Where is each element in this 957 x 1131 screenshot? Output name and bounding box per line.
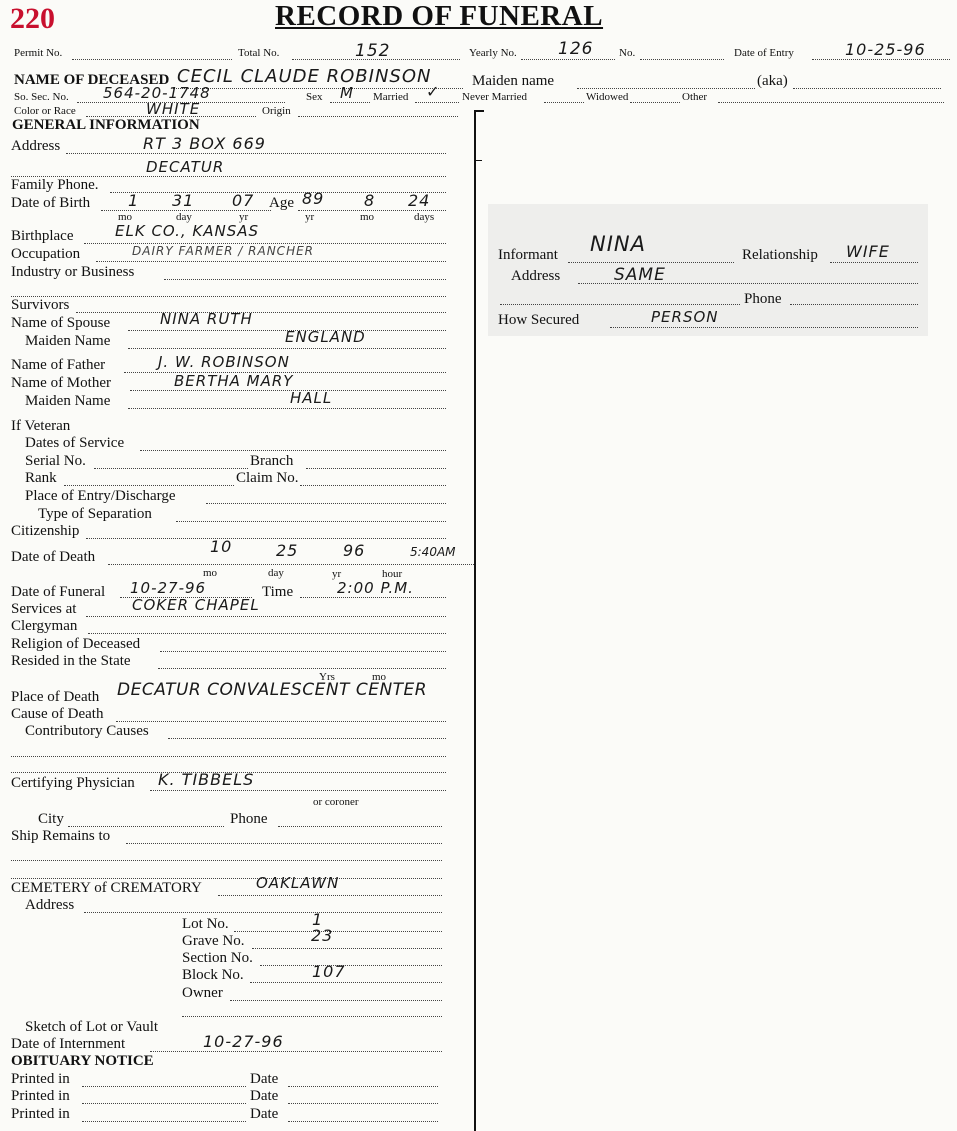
entry-discharge-label: Place of Entry/Discharge — [25, 488, 176, 504]
age-sub-mo: mo — [360, 211, 375, 223]
informant-label: Informant — [498, 247, 558, 263]
informant-value: NINA — [590, 232, 646, 256]
industry-line-2 — [11, 296, 446, 297]
citizenship-line — [86, 538, 446, 539]
sex-value: M — [340, 84, 354, 102]
permit-line — [72, 59, 232, 60]
mother-maiden-line — [128, 408, 446, 409]
ship-remains-line-2 — [11, 860, 442, 861]
yearly-line — [521, 59, 615, 60]
married-value: ✓ — [426, 82, 441, 101]
mother-value: BERTHA MARY — [174, 372, 294, 390]
maiden-name-line — [577, 88, 755, 89]
printed-date-line-3 — [288, 1121, 438, 1122]
general-heading: GENERAL INFORMATION — [12, 117, 200, 133]
age-label: Age — [269, 195, 294, 211]
no-line — [640, 59, 724, 60]
total-value: 152 — [355, 41, 391, 61]
place-of-death-label: Place of Death — [11, 689, 100, 705]
survivors-label: Survivors — [11, 297, 70, 313]
dod-time: 5:40AM — [410, 545, 456, 559]
survivors-line — [76, 312, 446, 313]
permit-label: Permit No. — [14, 47, 63, 59]
ship-remains-line — [126, 843, 442, 844]
ship-remains-line-3 — [11, 878, 442, 879]
entry-value: 10-25-96 — [845, 40, 926, 59]
funeral-sub-hour: hour — [382, 568, 403, 580]
internment-label: Date of Internment — [11, 1036, 126, 1052]
never-married-label: Never Married — [462, 91, 528, 103]
ship-remains-label: Ship Remains to — [11, 828, 111, 844]
funeral-date-value: 10-27-96 — [130, 579, 207, 597]
deceased-name-line — [173, 88, 463, 89]
column-divider — [474, 110, 476, 1131]
dod-yr: 96 — [343, 541, 366, 560]
owner-line-2 — [182, 1016, 442, 1017]
ssn-label: So. Sec. No. — [14, 91, 69, 103]
religion-line — [160, 651, 446, 652]
address-label: Address — [11, 138, 61, 154]
lot-label: Lot No. — [182, 916, 229, 932]
funeral-sub-mo: mo — [203, 567, 218, 579]
dod-mo: 10 — [210, 537, 233, 556]
relationship-value: WIFE — [846, 242, 890, 261]
coroner-label: or coroner — [313, 796, 359, 808]
claim-line — [300, 485, 446, 486]
dod-label: Date of Death — [11, 549, 96, 565]
divider-tick — [474, 160, 482, 161]
sex-line — [330, 102, 370, 103]
sketch-label: Sketch of Lot or Vault — [25, 1019, 159, 1035]
origin-line — [298, 116, 458, 117]
separation-label: Type of Separation — [38, 506, 152, 522]
informant-line — [568, 262, 734, 263]
ssn-value: 564-20-1748 — [103, 84, 211, 102]
deceased-name-value: CECIL CLAUDE ROBINSON — [177, 66, 432, 87]
dob-sub-day: day — [176, 211, 192, 223]
age-days: 24 — [408, 191, 431, 210]
city-phone-line — [278, 826, 442, 827]
yearly-label: Yearly No. — [469, 47, 517, 59]
printed-date-line-2 — [288, 1103, 438, 1104]
resided-sub-yrs: Yrs — [319, 671, 335, 683]
age-yr: 89 — [302, 189, 325, 208]
yearly-value: 126 — [558, 39, 594, 59]
rank-line — [64, 485, 234, 486]
informant-phone-label: Phone — [744, 291, 782, 307]
record-number: 220 — [10, 2, 55, 35]
informant-phone-line — [790, 304, 918, 305]
occupation-line — [96, 261, 446, 262]
other-label: Other — [682, 91, 708, 103]
never-married-line — [544, 102, 584, 103]
printed-in-label-1: Printed in — [11, 1071, 70, 1087]
age-sub-yr: yr — [305, 211, 315, 223]
printed-in-label-3: Printed in — [11, 1106, 70, 1122]
address-value-1: RT 3 BOX 669 — [143, 134, 266, 153]
color-race-label: Color or Race — [14, 105, 76, 117]
printed-date-label-2: Date — [250, 1088, 279, 1104]
printed-date-label-3: Date — [250, 1106, 279, 1122]
family-phone-line — [110, 192, 446, 193]
cause-of-death-label: Cause of Death — [11, 706, 104, 722]
clergyman-line — [88, 633, 446, 634]
spouse-maiden-value: ENGLAND — [285, 328, 366, 346]
section-line — [260, 965, 442, 966]
contributory-label: Contributory Causes — [25, 723, 149, 739]
relationship-label: Relationship — [742, 247, 818, 263]
place-of-death-value: DECATUR CONVALESCENT CENTER — [117, 680, 428, 700]
birthplace-label: Birthplace — [11, 228, 74, 244]
occupation-value: DAIRY FARMER / RANCHER — [132, 244, 315, 258]
how-secured-label: How Secured — [498, 312, 580, 328]
family-phone-label: Family Phone. — [11, 177, 99, 193]
married-label: Married — [373, 91, 409, 103]
services-label: Services at — [11, 601, 77, 617]
divider-cap — [474, 110, 484, 112]
services-line — [86, 616, 446, 617]
age-sub-days: days — [414, 211, 435, 223]
mother-maiden-value: HALL — [290, 389, 333, 407]
services-value: COKER CHAPEL — [132, 596, 260, 614]
grave-value: 23 — [311, 926, 334, 945]
printed-in-label-2: Printed in — [11, 1088, 70, 1104]
cause-of-death-line — [116, 721, 446, 722]
spouse-value: NINA RUTH — [160, 310, 253, 328]
funeral-time-line — [300, 597, 446, 598]
resided-label: Resided in the State — [11, 653, 131, 669]
grave-line — [252, 948, 442, 949]
widowed-label: Widowed — [586, 91, 629, 103]
separation-line — [176, 521, 446, 522]
industry-line — [164, 279, 446, 280]
dod-day: 25 — [276, 541, 299, 560]
mother-maiden-label: Maiden Name — [25, 393, 111, 409]
branch-label: Branch — [250, 453, 294, 469]
total-label: Total No. — [238, 47, 280, 59]
citizenship-label: Citizenship — [11, 523, 80, 539]
internment-value: 10-27-96 — [203, 1032, 284, 1051]
block-label: Block No. — [182, 967, 244, 983]
maiden-name-label: Maiden name — [472, 73, 555, 89]
address-line — [66, 153, 446, 154]
city-line — [68, 826, 224, 827]
service-dates-label: Dates of Service — [25, 435, 125, 451]
widowed-line — [630, 102, 680, 103]
dod-line — [108, 564, 474, 565]
serial-label: Serial No. — [25, 453, 86, 469]
cemetery-line — [218, 895, 442, 896]
internment-line — [150, 1051, 442, 1052]
mother-line — [130, 390, 446, 391]
branch-line — [306, 468, 446, 469]
cemetery-address-line — [84, 912, 442, 913]
funeral-sub-yr: yr — [332, 568, 342, 580]
dob-sub-yr: yr — [239, 211, 249, 223]
printed-date-line-1 — [288, 1086, 438, 1087]
aka-line — [793, 88, 941, 89]
how-secured-value: PERSON — [651, 308, 719, 326]
owner-line — [230, 1000, 442, 1001]
resided-line — [158, 668, 446, 669]
claim-label: Claim No. — [236, 470, 299, 486]
printed-in-line-1 — [82, 1086, 246, 1087]
mother-label: Name of Mother — [11, 375, 111, 391]
married-line — [415, 102, 459, 103]
spouse-maiden-line — [128, 348, 446, 349]
physician-label: Certifying Physician — [11, 775, 135, 791]
dob-yr: 07 — [232, 191, 255, 210]
resided-sub-mo: mo — [372, 671, 387, 683]
color-race-value: WHITE — [146, 100, 201, 118]
obituary-heading: OBITUARY NOTICE — [11, 1053, 154, 1069]
funeral-sub-day: day — [268, 567, 284, 579]
entry-discharge-line — [206, 503, 446, 504]
religion-label: Religion of Deceased — [11, 636, 141, 652]
informant-address-label: Address — [511, 268, 561, 284]
aka-label: (aka) — [757, 73, 788, 89]
informant-address-line-2 — [500, 304, 740, 305]
cemetery-address-label: Address — [25, 897, 75, 913]
father-value: J. W. ROBINSON — [158, 353, 290, 371]
veteran-heading: If Veteran — [11, 418, 71, 434]
dob-sub-mo: mo — [118, 211, 133, 223]
lot-value: 1 — [312, 910, 324, 929]
no-label: No. — [619, 47, 636, 59]
father-label: Name of Father — [11, 357, 106, 373]
serial-line — [94, 468, 248, 469]
physician-value: K. TIBBELS — [158, 770, 255, 789]
owner-label: Owner — [182, 985, 223, 1001]
contributory-line-2 — [11, 756, 446, 757]
printed-in-line-3 — [82, 1121, 246, 1122]
age-mo: 8 — [364, 191, 376, 210]
block-value: 107 — [312, 962, 346, 981]
relationship-line — [830, 262, 918, 263]
contributory-line — [168, 738, 446, 739]
spouse-maiden-label: Maiden Name — [25, 333, 111, 349]
funeral-time-label: Time — [262, 584, 294, 600]
deceased-name-label: NAME OF DECEASED — [14, 72, 170, 88]
spouse-label: Name of Spouse — [11, 315, 111, 331]
entry-label: Date of Entry — [734, 47, 794, 59]
section-label: Section No. — [182, 950, 253, 966]
cemetery-label: CEMETERY of CREMATORY — [11, 880, 202, 896]
physician-line — [150, 790, 446, 791]
cemetery-value: OAKLAWN — [256, 874, 340, 892]
entry-line — [812, 59, 950, 60]
informant-address-value: SAME — [614, 265, 666, 285]
origin-label: Origin — [262, 105, 291, 117]
clergyman-label: Clergyman — [11, 618, 78, 634]
rank-label: Rank — [25, 470, 57, 486]
printed-date-label-1: Date — [250, 1071, 279, 1087]
block-line — [250, 982, 442, 983]
how-secured-line — [610, 327, 918, 328]
lot-line — [234, 931, 442, 932]
dob-label: Date of Birth — [11, 195, 91, 211]
city-phone-label: Phone — [230, 811, 268, 827]
other-line — [718, 102, 944, 103]
industry-label: Industry or Business — [11, 264, 135, 280]
funeral-time-value: 2:00 P.M. — [337, 579, 414, 597]
dob-day: 31 — [172, 191, 195, 210]
grave-label: Grave No. — [182, 933, 245, 949]
sex-label: Sex — [306, 91, 323, 103]
dob-mo: 1 — [128, 191, 140, 210]
funeral-date-label: Date of Funeral — [11, 584, 106, 600]
printed-in-line-2 — [82, 1103, 246, 1104]
city-label: City — [38, 811, 64, 827]
occupation-label: Occupation — [11, 246, 81, 262]
birthplace-value: ELK CO., KANSAS — [115, 222, 260, 240]
address-value-2: DECATUR — [146, 158, 225, 176]
page-title: RECORD OF FUNERAL — [275, 0, 604, 32]
service-dates-line — [140, 450, 446, 451]
